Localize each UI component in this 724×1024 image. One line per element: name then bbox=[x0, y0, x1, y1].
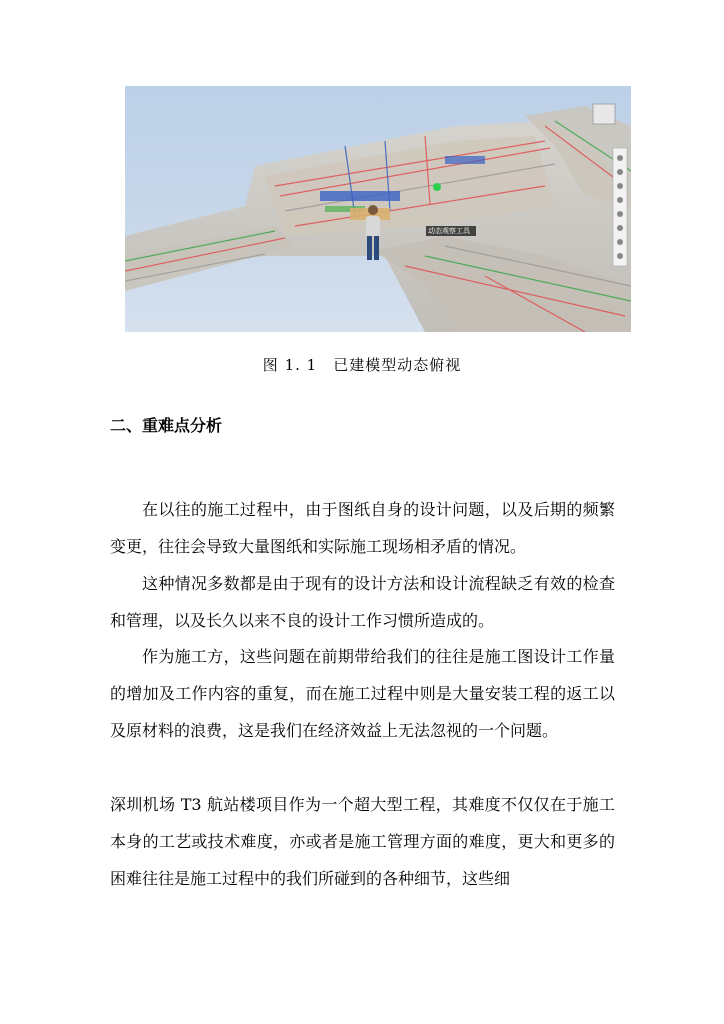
paragraph: 在以往的施工过程中，由于图纸自身的设计问题，以及后期的频繁变更，往往会导致大量图纸和实际施工现场相矛盾的情况。 bbox=[110, 500, 615, 556]
paragraph: 作为施工方，这些问题在前期带给我们的往往是施工图设计工作量的增加及工作内容的重复，而在施工过程中则是大量安装工程的返工以及原材料的浪费，这是我们在经济效益上无法忽视的一个问题。 bbox=[110, 647, 615, 740]
navigation-toolbar[interactable] bbox=[613, 148, 627, 266]
bim-model-figure bbox=[125, 86, 631, 332]
figure-caption: 图 1. 1 已建模型动态俯视 bbox=[262, 356, 462, 374]
section-heading: 二、重难点分析 bbox=[110, 416, 223, 435]
paragraph: 这种情况多数都是由于现有的设计方法和设计流程缺乏有效的检查和管理，以及长久以来不良的设计工作习惯所造成的。 bbox=[110, 574, 615, 630]
paragraph: 深圳机场 T3 航站楼项目作为一个超大型工程，其难度不仅仅在于施工本身的工艺或技术难度，亦或者是施工管理方面的难度，更大和更多的困难往往是施工过程中的我们所碰到的各种细节，这些细 bbox=[110, 795, 615, 888]
tooltip-label: 动态观察工具 bbox=[428, 227, 470, 235]
view-cube-icon[interactable] bbox=[593, 104, 615, 124]
model-image bbox=[125, 86, 631, 332]
